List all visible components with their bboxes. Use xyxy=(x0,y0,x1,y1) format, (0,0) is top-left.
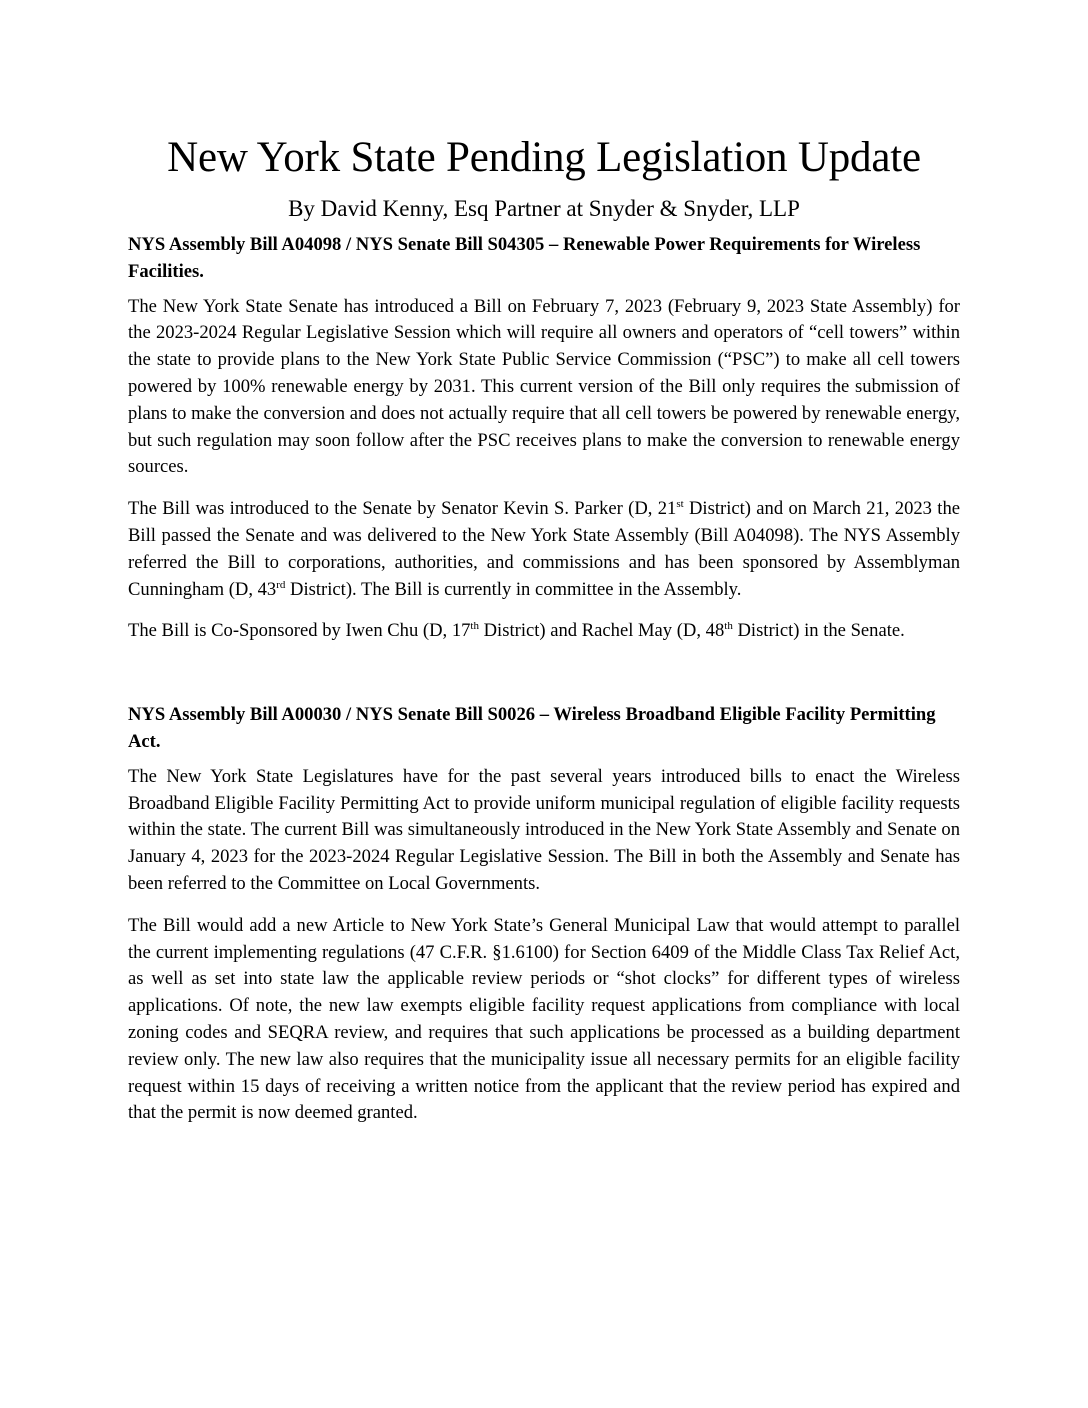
paragraph: The New York State Legislatures have for the past several years introduced bills to enact the Wireless Broadband Eligible Facility Permitting Act to provide uniform municipal regulation of eligible facility requests within the state. The current Bill was simultaneously introduced in the New York State Assembly and Senate on January 4, 2023 for the 2023-2024 Regular Legislative Session. The Bill in both the Assembly and Senate has been referred to the Committee on Local Governments. xyxy=(128,765,960,894)
paragraph xyxy=(128,618,960,645)
ordinal-suffix: th xyxy=(724,620,733,633)
paragraph: The Bill would add a new Article to New York State’s General Municipal Law that would attempt to parallel the current implementing regulations (47 C.F.R. §1.6100) for Section 6409 of the Middle Class Tax Relief Act, as well as set into state law the applicable review periods or “shot clocks” for different types of wireless applications. Of note, the new law exempts eligible facility request applications from compliance with local zoning codes and SEQRA review, and requires that such applications be processed as a building department review only. The new law also requires that the municipality issue all necessary permits for an eligible facility request within 15 days of receiving a written notice from the applicant that the review period has expired and that the permit is now deemed granted. xyxy=(128,914,960,1124)
text-run: District) and on March 21, 2023 the Bill passed the Senate and was delivered to the New York State Assembly (Bill A04098). The NYS Assembly referred the Bill to corporations, authorities, and commissions and has been sponsored by Assemblyman Cunningham (D, 43 xyxy=(128,498,960,600)
text-run: The Bill was introduced to the Senate by Senator Kevin S. Parker (D, 21 xyxy=(128,498,677,520)
document-byline: By David Kenny, Esq Partner at Snyder & Snyder, LLP xyxy=(288,196,800,221)
text-run: District) in the Senate. xyxy=(732,620,905,642)
ordinal-suffix: th xyxy=(470,620,479,633)
text-run: The Bill is Co-Sponsored by Iwen Chu (D, 17 xyxy=(128,620,471,642)
section-heading: NYS Assembly Bill A04098 / NYS Senate Bill S04305 – Renewable Power Requirements for Wireless Facilities. xyxy=(128,234,921,282)
paragraph xyxy=(128,496,960,603)
section-renewable-power xyxy=(128,232,960,645)
ordinal-suffix: rd xyxy=(276,578,286,591)
text-run: District) and Rachel May (D, 48 xyxy=(478,620,725,642)
section-heading: NYS Assembly Bill A00030 / NYS Senate Bill S0026 – Wireless Broadband Eligible Facility Permitting Act. xyxy=(128,704,936,752)
document-title: New York State Pending Legislation Update xyxy=(167,134,921,181)
section-broadband-permitting xyxy=(128,702,960,1127)
ordinal-suffix: st xyxy=(676,498,684,511)
text-run: District). The Bill is currently in committee in the Assembly. xyxy=(285,578,742,600)
paragraph: The New York State Senate has introduced a Bill on February 7, 2023 (February 9, 2023 State Assembly) for the 2023-2024 Regular Legislative Session which will require all owners and operators of “cell towers” within the state to provide plans to the New York State Public Service Commission (“PSC”) to make all cell towers powered by 100% renewable energy by 2031. This current version of the Bill only requires the submission of plans to make the conversion and does not actually require that all cell towers be powered by renewable energy, but such regulation may soon follow after the PSC receives plans to make the conversion to renewable energy sources. xyxy=(128,295,960,478)
